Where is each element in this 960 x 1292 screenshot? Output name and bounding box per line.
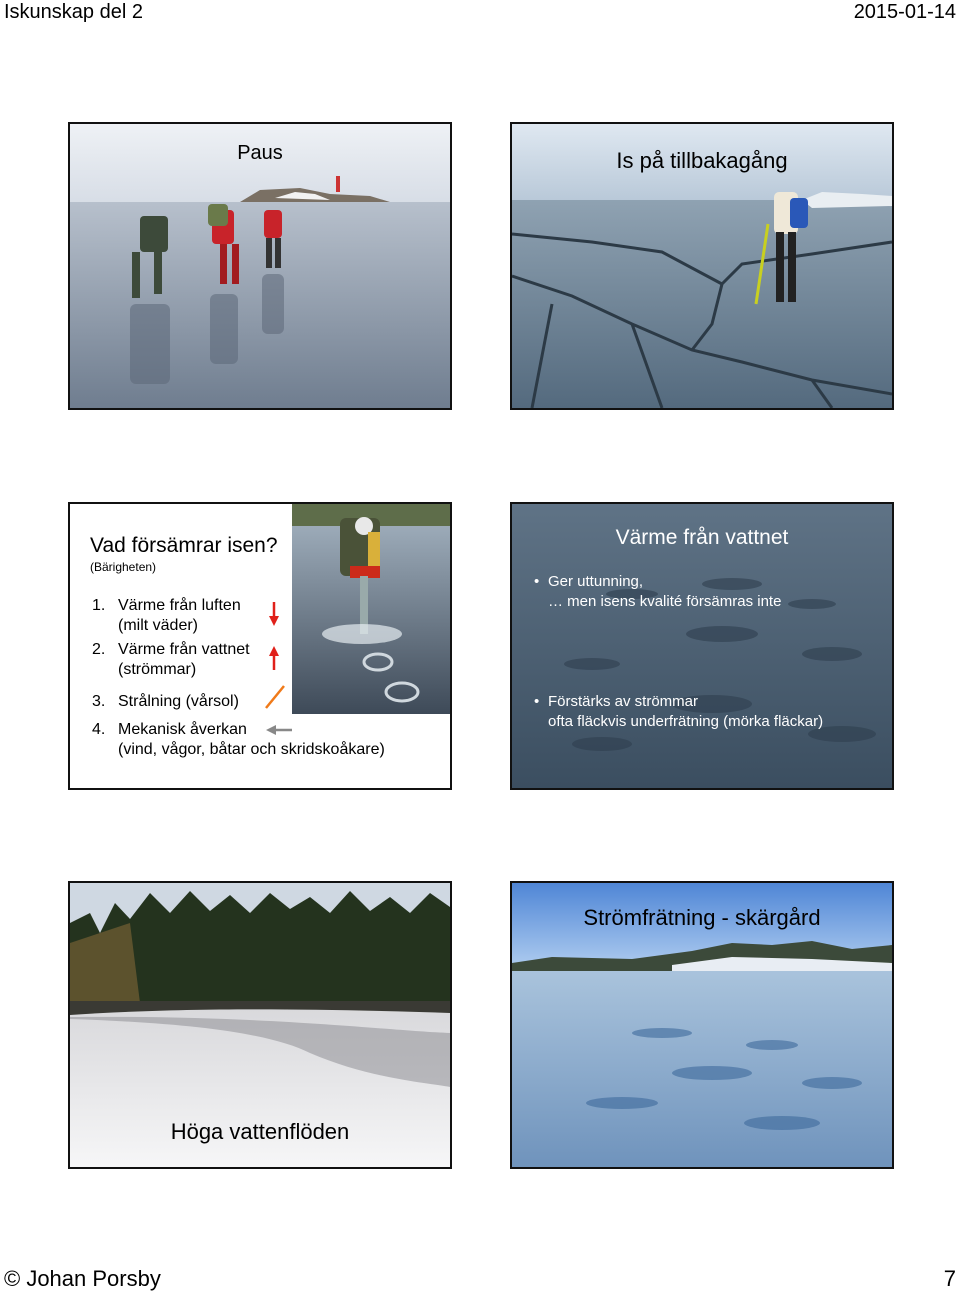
slide-title: Paus xyxy=(237,142,283,164)
list-text-cont: (strömmar) xyxy=(118,661,197,678)
arrow-up-icon xyxy=(269,646,279,670)
skaters-on-ice-photo xyxy=(70,124,450,408)
list-text: Värme från luften xyxy=(118,597,241,614)
slide-title: Höga vattenflöden xyxy=(170,1119,350,1144)
slide-title: Vad försämrar isen? xyxy=(90,534,278,557)
bullet-text: Förstärks av strömmar xyxy=(548,693,699,710)
list-number: 1. xyxy=(92,597,106,614)
arrow-left-icon xyxy=(266,725,292,735)
bullet-dot-icon: • xyxy=(534,693,540,710)
bullet-text-cont: … men isens kvalité försämras inte xyxy=(548,593,782,610)
document-header-date: 2015-01-14 xyxy=(853,1,956,23)
bullet-text-cont: ofta fläckvis underfrätning (mörka fläckar) xyxy=(548,713,824,730)
bullet-text: Ger uttunning, xyxy=(548,573,644,590)
list-text: Mekanisk åverkan xyxy=(118,721,247,738)
slide-is-pa-tillbakagang xyxy=(510,122,894,410)
arrow-down-icon xyxy=(269,602,279,626)
slide-subtitle: (Bärigheten) xyxy=(90,560,157,574)
list-item xyxy=(92,720,385,758)
ice-drill-photo xyxy=(292,504,450,714)
list-number: 2. xyxy=(92,641,106,658)
sun-ray-arrow-icon xyxy=(266,686,284,708)
document-footer-page-number: 7 xyxy=(943,1266,956,1291)
list-number: 4. xyxy=(92,721,106,738)
list-item xyxy=(92,596,241,634)
list-text-cont: (vind, vågor, båtar och skridskoåkare) xyxy=(118,741,385,758)
slide-vad-forsamrar-isen xyxy=(68,502,452,790)
document-footer-author: © Johan Porsby xyxy=(4,1266,161,1291)
list-item xyxy=(92,640,250,678)
bullet-dot-icon: • xyxy=(534,573,540,590)
slide-varme-fran-vattnet xyxy=(510,502,894,790)
document-header-title: Iskunskap del 2 xyxy=(4,1,143,23)
slide-paus xyxy=(68,122,452,410)
list-number: 3. xyxy=(92,693,106,710)
slide-title: Värme från vattnet xyxy=(615,526,789,549)
list-text: Värme från vattnet xyxy=(118,641,250,658)
slide-hoga-vattenfloden xyxy=(68,881,452,1169)
slide-title: Strömfrätning - skärgård xyxy=(583,905,821,930)
slide-stromfratning-skargard xyxy=(510,881,894,1169)
list-item xyxy=(92,692,239,712)
slide-title: Is på tillbakagång xyxy=(616,148,788,173)
list-text: Strålning (vårsol) xyxy=(118,693,239,710)
list-text-cont: (milt väder) xyxy=(118,617,199,634)
